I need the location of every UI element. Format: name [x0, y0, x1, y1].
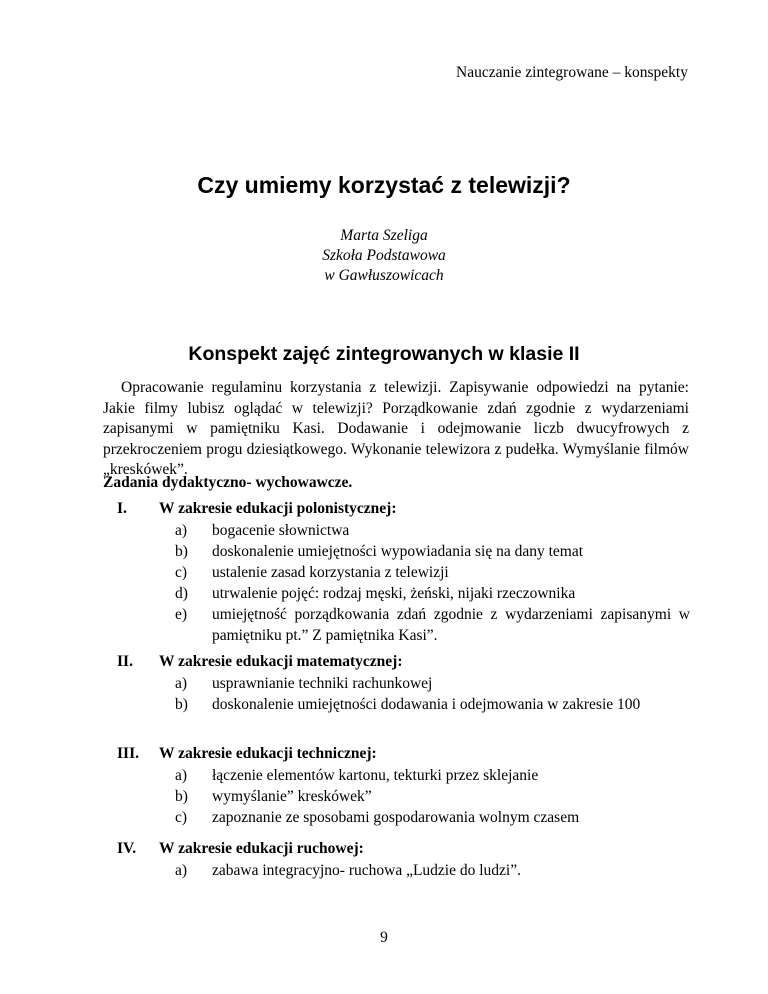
item-text: umiejętność porządkowania zdań zgodnie z wydarzeniami zapisanymi w pamiętniku pt.” Z pamiętnika Kasi”. [212, 606, 690, 644]
item-text: utrwalenie pojęć: rodzaj męski, żeński, nijaki rzeczownika [212, 585, 576, 602]
item-letter: a) [175, 675, 188, 692]
list-item [175, 542, 690, 563]
list-item [175, 695, 690, 716]
author-place: w Gawłuszowicach [324, 267, 444, 284]
document-subtitle: Konspekt zajęć zintegrowanych w klasie II [188, 343, 580, 365]
page-number: 9 [380, 929, 388, 946]
item-letter: d) [175, 585, 188, 602]
item-text: wymyślanie” kreskówek” [212, 788, 372, 805]
item-text: usprawnianie techniki rachunkowej [212, 675, 433, 692]
author-school: Szkoła Podstawowa [322, 247, 446, 264]
item-text: ustalenie zasad korzystania z telewizji [212, 564, 449, 581]
item-text: bogacenie słownictwa [212, 522, 350, 539]
intro-paragraph: Opracowanie regulaminu korzystania z telewizji. Zapisywanie odpowiedzi na pytanie: Jakie filmy lubisz oglądać w telewizji? Porządkowanie zdań zgodnie z wydarzeniami zapisanymi w pamiętniku Kasi. Dodawanie i odejmowanie liczb dwucyfrowych z przekroczeniem progu dziesiątkowego. Wykonanie telewizora z pudełka. Wymyślanie filmów „kreskówek”. [103, 379, 689, 478]
list-item [175, 674, 690, 695]
item-letter: e) [175, 606, 188, 623]
list-item [175, 787, 690, 808]
section-numeral: III. [117, 745, 139, 762]
item-text: zapoznanie ze sposobami gospodarowania wolnym czasem [212, 809, 580, 826]
item-letter: c) [175, 809, 188, 826]
item-text: doskonalenie umiejętności dodawania i odejmowania w zakresie 100 [212, 696, 641, 713]
running-header: Nauczanie zintegrowane – konspekty [456, 64, 688, 81]
author-name: Marta Szeliga [340, 227, 428, 244]
author-block [0, 226, 768, 286]
list-item [175, 808, 690, 829]
item-text: łączenie elementów kartonu, tekturki przez sklejanie [212, 767, 539, 784]
list-item [175, 584, 690, 605]
list-item [175, 861, 690, 882]
section-numeral: II. [117, 653, 133, 670]
item-letter: b) [175, 788, 188, 805]
document-title: Czy umiemy korzystać z telewizji? [197, 172, 571, 198]
item-letter: a) [175, 522, 188, 539]
section-heading: W zakresie edukacji ruchowej: [159, 840, 364, 857]
item-text: doskonalenie umiejętności wypowiadania się na dany temat [212, 543, 584, 560]
list-item [175, 605, 690, 646]
section-heading: W zakresie edukacji polonistycznej: [159, 500, 397, 517]
item-letter: b) [175, 543, 188, 560]
list-item [175, 521, 690, 542]
section-numeral: IV. [117, 840, 137, 857]
item-letter: a) [175, 862, 188, 879]
section-heading: W zakresie edukacji matematycznej: [159, 653, 403, 670]
section-heading: W zakresie edukacji technicznej: [159, 745, 377, 762]
list-item [175, 563, 690, 584]
item-letter: c) [175, 564, 188, 581]
tasks-heading: Zadania dydaktyczno- wychowawcze. [103, 474, 353, 491]
item-letter: a) [175, 767, 188, 784]
item-text: zabawa integracyjno- ruchowa „Ludzie do ludzi”. [212, 862, 521, 879]
section-numeral: I. [117, 500, 127, 517]
list-item [175, 766, 690, 787]
item-letter: b) [175, 696, 188, 713]
